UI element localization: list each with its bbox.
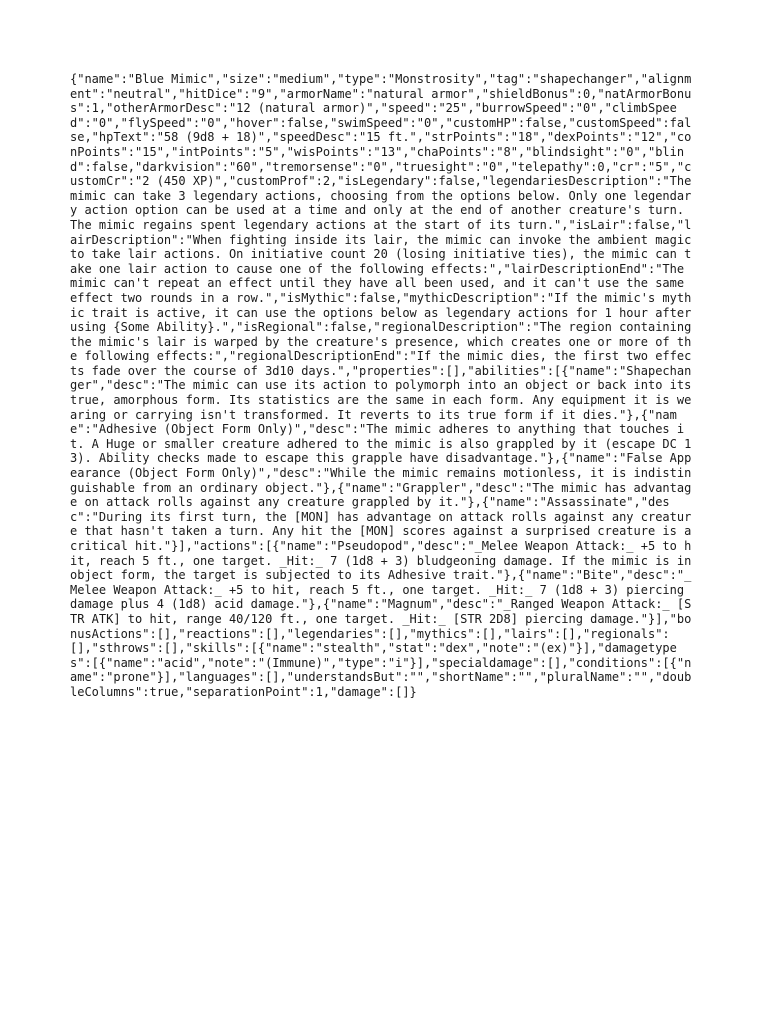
json-document-text: {"name":"Blue Mimic","size":"medium","type":"Monstrosity","tag":"shapechanger","alignment":"neutral","hitDice":"9","armorName":"natural armor","shieldBonus":0,"natArmorBonus":1,"otherArmorDesc":"12 (natural armor)","speed":"25","burrowSpeed":"0","climbSpeed":"0","flySpeed":"0","hover":false,"swimSpeed":"0","customHP":false,"customSpeed":false,"hpText":"58 (9d8 + 18)","speedDesc":"15 ft.","strPoints":"18","dexPoints":"12","conPoints":"15","intPoints":"5","wisPoints":"13","chaPoints":"8","blindsight":"0","blind":false,"darkvision":"60","tremorsense":"0","truesight":"0","telepathy":0,"cr":"5","customCr":"2 (450 XP)","customProf":2,"isLegendary":false,"legendariesDescription":"The mimic can take 3 legendary actions, choosing from the options below. Only one legendary action option can be used at a time and only at the end of another creature's turn. The mimic regains spent legendary actions at the start of its turn.","isLair":false,"lairDescription":"When fighting inside its lair, the mimic can invoke the ambient magic to take lair actions. On initiative count 20 (losing initiative ties), the mimic can take one lair action to cause one of the following effects:","lairDescriptionEnd":"The mimic can't repeat an effect until they have all been used, and it can't use the same effect two rounds in a row.","isMythic":false,"mythicDescription":"If the mimic's mythic trait is active, it can use the options below as legendary actions for 1 hour after using {Some Ability}.","isRegional":false,"regionalDescription":"The region containing the mimic's lair is warped by the creature's presence, which creates one or more of the following effects:","regionalDescriptionEnd":"If the mimic dies, the first two effects fade over the course of 3d10 days.","properties":[],"abilities":[{"name":"Shapechanger","desc":"The mimic can use its action to polymorph into an object or back into its true, amorphous form. Its statistics are the same in each form. Any equipment it is wearing or carrying isn't transformed. It reverts to its true form if it dies."},{"name":"Adhesive (Object Form Only)","desc":"The mimic adheres to anything that touches it. A Huge or smaller creature adhered to the mimic is also grappled by it (escape DC 13). Ability checks made to escape this grapple have disadvantage."},{"name":"False Appearance (Object Form Only)","desc":"While the mimic remains motionless, it is indistinguishable from an ordinary object."},{"name":"Grappler","desc":"The mimic has advantage on attack rolls against any creature grappled by it."},{"name":"Assassinate","desc":"During its first turn, the [MON] has advantage on attack rolls against any creature that hasn't taken a turn. Any hit the [MON] scores against a surprised creature is a critical hit."}],"actions":[{"name":"Pseudopod","desc":"_Melee Weapon Attack:_ +5 to hit, reach 5 ft., one target. _Hit:_ 7 (1d8 + 3) bludgeoning damage. If the mimic is in object form, the target is subjected to its Adhesive trait."},{"name":"Bite","desc":"_Melee Weapon Attack:_ +5 to hit, reach 5 ft., one target. _Hit:_ 7 (1d8 + 3) piercing damage plus 4 (1d8) acid damage."},{"name":"Magnum","desc":"_Ranged Weapon Attack:_ [STR ATK] to hit, range 40/120 ft., one target. _Hit:_ [STR 2D8] piercing damage."}],"bonusActions":[],"reactions":[],"legendaries":[],"mythics":[],"lairs":[],"regionals":[],"sthrows":[],"skills":[{"name":"stealth","stat":"dex","note":"(ex)"}],"damagetypes":[{"name":"acid","note":"(Immune)","type":"i"}],"specialdamage":[],"conditions":[{"name":"prone"}],"languages":[],"understandsBut":"","shortName":"","pluralName":"","doubleColumns":true,"separationPoint":1,"damage":[]} (70, 72, 699, 699)
